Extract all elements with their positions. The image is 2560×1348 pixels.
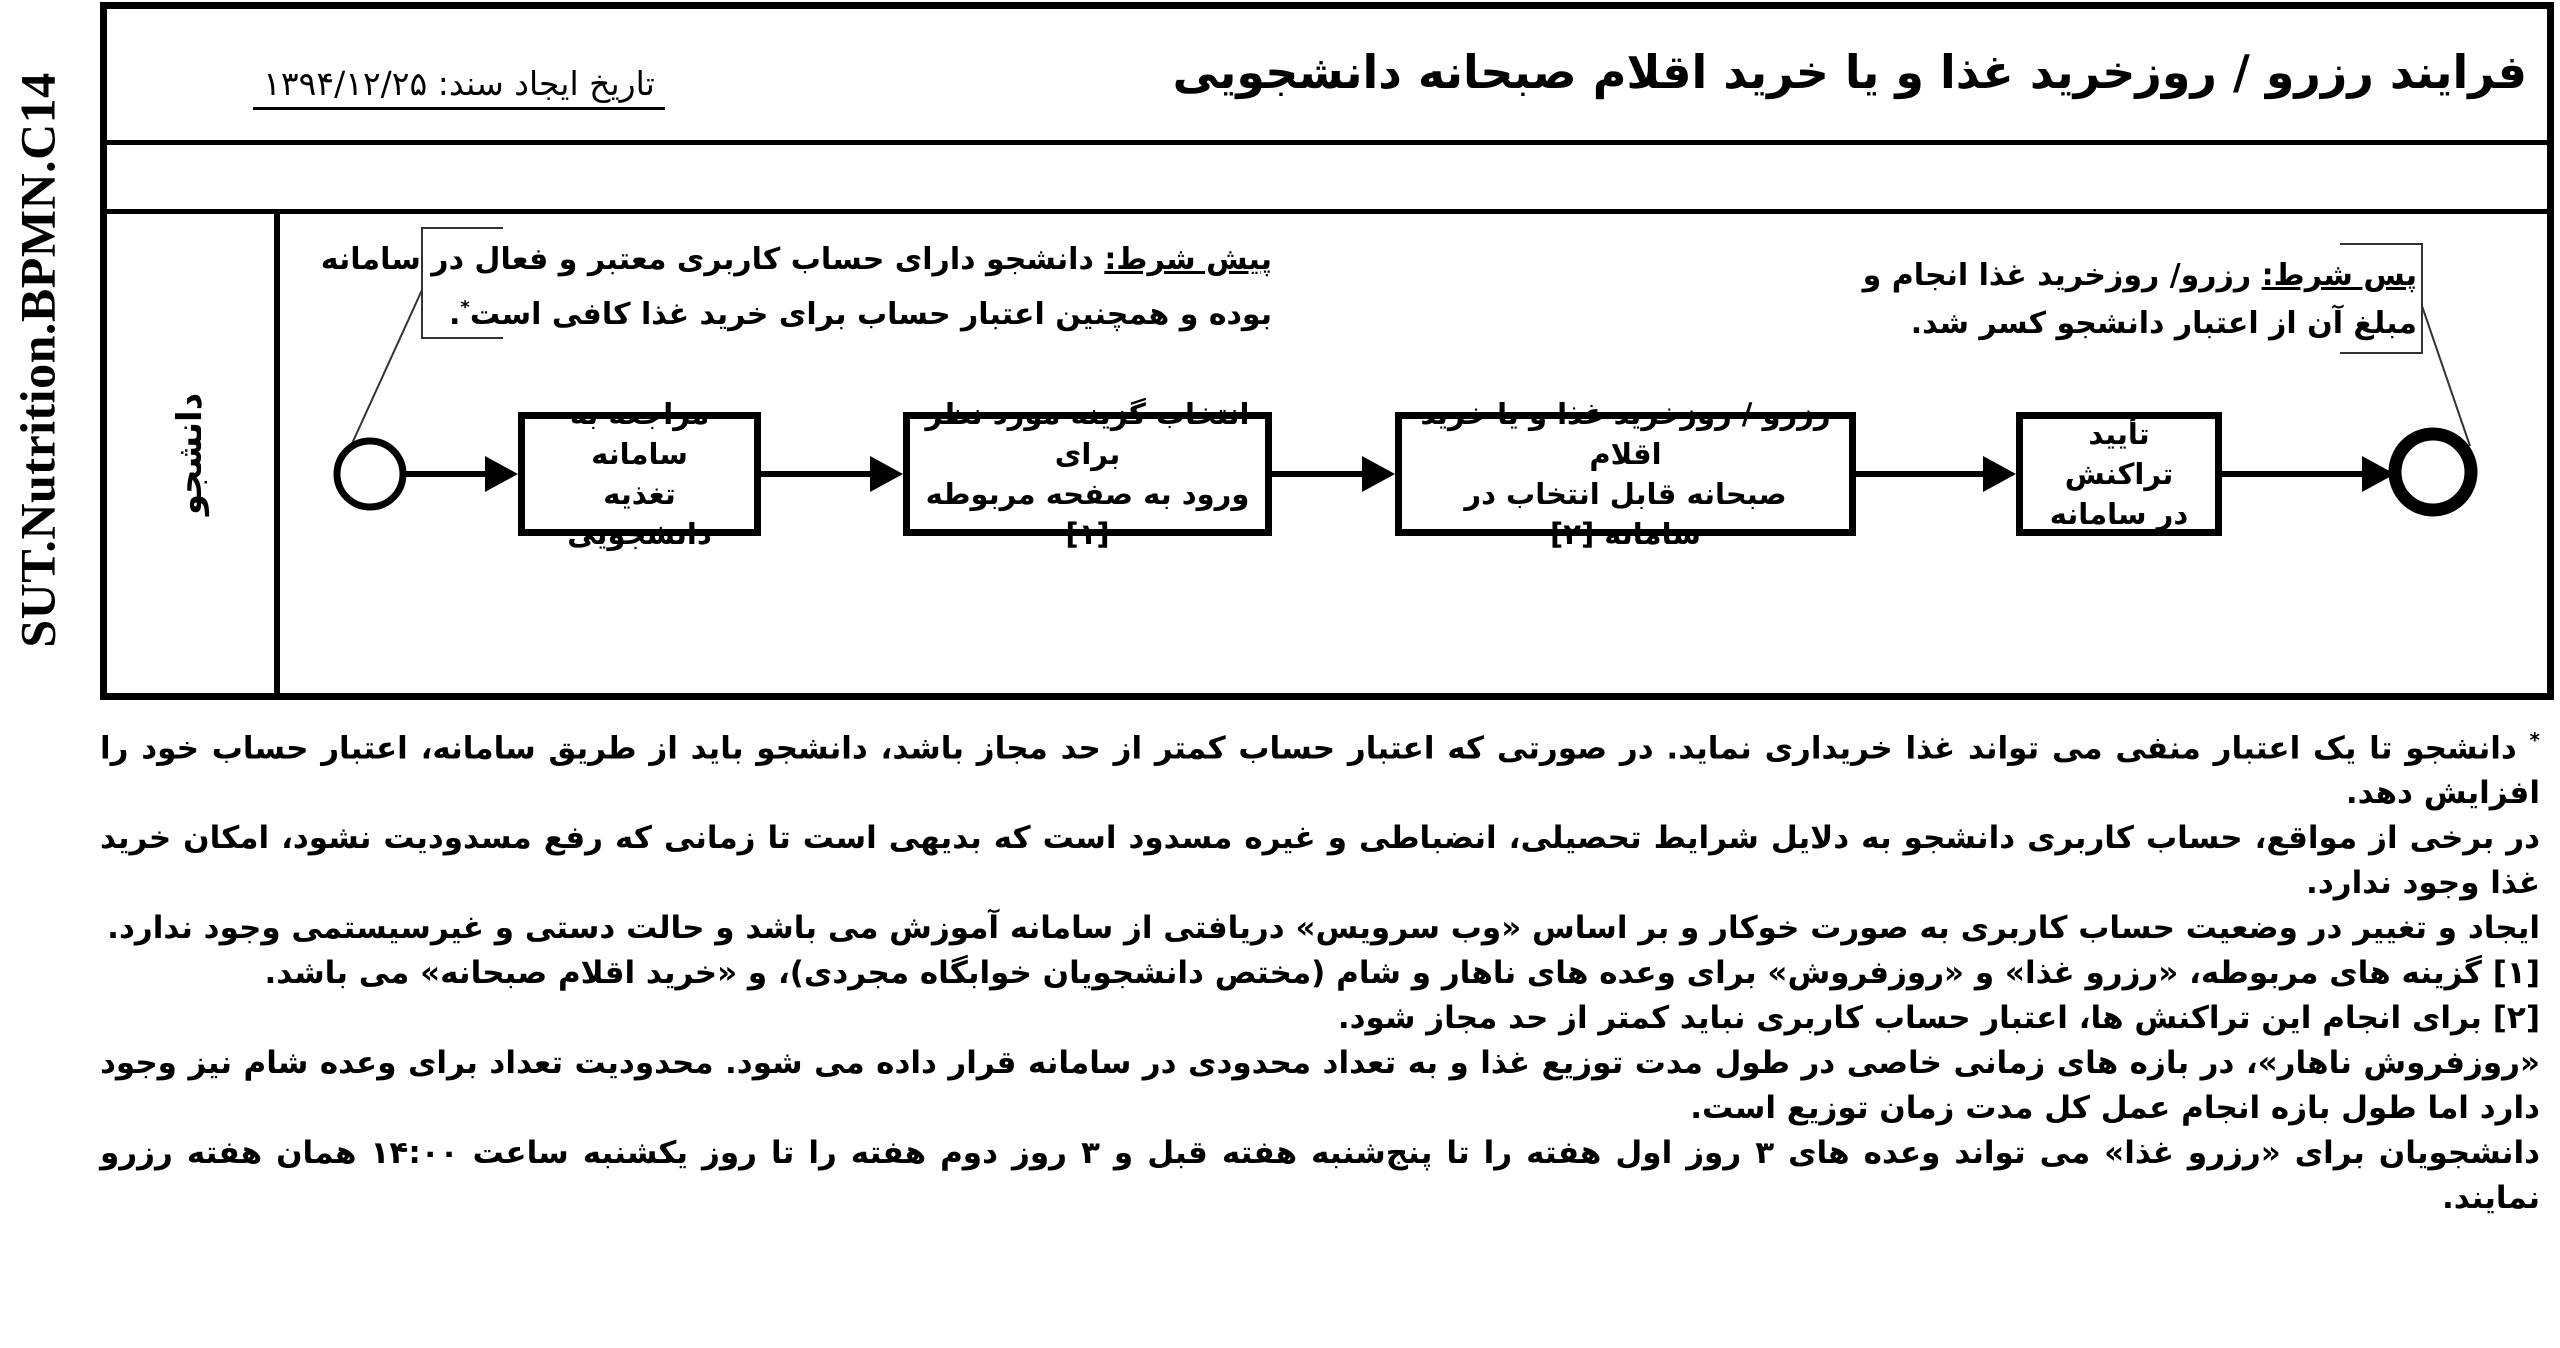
arrowhead-icon [485, 456, 518, 492]
start-event-icon[interactable] [337, 441, 403, 507]
task-confirm-transaction[interactable] [2016, 412, 2222, 536]
postcondition-line-2: مبلغ آن از اعتبار دانشجو کسر شد. [1910, 306, 2417, 341]
postcondition-line-1 [1863, 252, 2417, 300]
document-title: فرایند رزرو / روزخرید غذا و یا خرید اقلام صبحانه دانشجویی [1172, 45, 2527, 99]
postcondition-annotation [1863, 252, 2417, 348]
footnote-7: دانشجویان برای «رزرو غذا» می تواند وعده های ۳ روز اول هفته را تا پنج‌شنبه هفته قبل و ۳ روز دوم هفته را تا روز یکشنبه ساعت ۱۴:۰۰ همان هفته رزرو نمایند. [100, 1135, 2540, 1217]
task-reserve-food[interactable] [1395, 397, 1856, 551]
footnote-1 [100, 718, 2540, 816]
task-label-line-1: انتخاب گزینه مورد نظر برای [925, 397, 1250, 471]
task-label-line-2: تغذیه دانشجویی [567, 477, 712, 551]
task-label-line-2: صبحانه قابل انتخاب در سامانه [۲] [1464, 477, 1787, 551]
precondition-end: . [449, 297, 461, 332]
footnote-6: «روزفروش ناهار»، در بازه های زمانی خاصی در طول مدت توزیع غذا و به تعداد محدودی در سامانه قرار داده می شود. محدودیت تعداد برای وعده شام نیز وجود دارد اما طول بازه انجام عمل کل مدت زمان توزیع است. [100, 1045, 2540, 1127]
sequence-flow [1272, 456, 1395, 492]
task-label-line-1: مراجعه به سامانه [569, 397, 710, 471]
precondition-text-2: بوده و همچنین اعتبار حساب برای خرید غذا کافی است [469, 297, 1272, 332]
asterisk-marker: * [460, 297, 470, 318]
sequence-flow [761, 456, 903, 492]
arrowhead-icon [870, 456, 903, 492]
task-label-line-1: رزرو / روزخرید غذا و یا خرید اقلام [1420, 397, 1831, 471]
precondition-line-2 [321, 284, 1272, 339]
task-visit-system[interactable] [518, 397, 761, 551]
task-label-line-1: تأیید تراکنش [2064, 417, 2174, 491]
postcondition-association [2422, 306, 2470, 446]
precondition-text-1: دانشجو دارای حساب کاربری معتبر و فعال در سامانه [320, 242, 1094, 277]
sequence-flow [1856, 456, 2016, 492]
sequence-flow [403, 456, 518, 492]
footnote-3: ایجاد و تغییر در وضعیت حساب کاربری به صورت خوکار و بر اساس «وب سرویس» دریافتی از سامانه آموزش می باشد و حالت دستی و غیرسیستمی وجود ندارد. [107, 910, 2540, 947]
arrowhead-icon [1362, 456, 1395, 492]
footnote-2: در برخی از مواقع، حساب کاربری دانشجو به دلایل شرایط تحصیلی، انضباطی و غیره مسدود است که بدیهی است تا زمانی که رفع مسدودیت نشود، امکان خرید غذا وجود ندارد. [100, 820, 2540, 902]
document-code-text: SUT.Nutrition.BPMN.C14 [10, 72, 67, 648]
asterisk-marker: * [2529, 728, 2540, 752]
lane-label: دانشجو [170, 392, 211, 515]
arrowhead-icon [1983, 456, 2016, 492]
precondition-line-1 [321, 236, 1272, 284]
footnote-4: [۱] گزینه های مربوطه، «رزرو غذا» و «روزفروش» برای وعده های ناهار و شام (مختص دانشجویان خوابگاه مجردی)، و «خرید اقلام صبحانه» می باشد. [264, 955, 2540, 992]
creation-date: تاریخ ایجاد سند: ۱۳۹۴/۱۲/۲۵ [253, 64, 665, 110]
task-select-option[interactable] [903, 397, 1272, 551]
task-label-line-2: ورود به صفحه مربوطه [۱] [925, 477, 1250, 551]
footnote-5: [۲] برای انجام این تراکنش ها، اعتبار حساب کاربری نباید کمتر از حد مجاز شود. [1337, 1000, 2540, 1037]
footnotes [100, 718, 2540, 1221]
sequence-flow [2222, 456, 2395, 492]
task-label-line-2: در سامانه [2049, 497, 2189, 531]
footnote-1-text: دانشجو تا یک اعتبار منفی می تواند غذا خریداری نماید. در صورتی که اعتبار حساب کمتر از حد مجاز باشد، دانشجو باید از طریق سامانه، اعتبار حساب خود را افزایش دهد. [100, 730, 2540, 812]
postcondition-label: پس شرط: [2261, 258, 2417, 293]
precondition-label: پیش شرط: [1104, 242, 1272, 277]
postcondition-text-1: رزرو/ روزخرید غذا انجام و [1862, 258, 2252, 293]
end-event-icon[interactable] [2395, 434, 2471, 510]
precondition-annotation [321, 236, 1272, 339]
